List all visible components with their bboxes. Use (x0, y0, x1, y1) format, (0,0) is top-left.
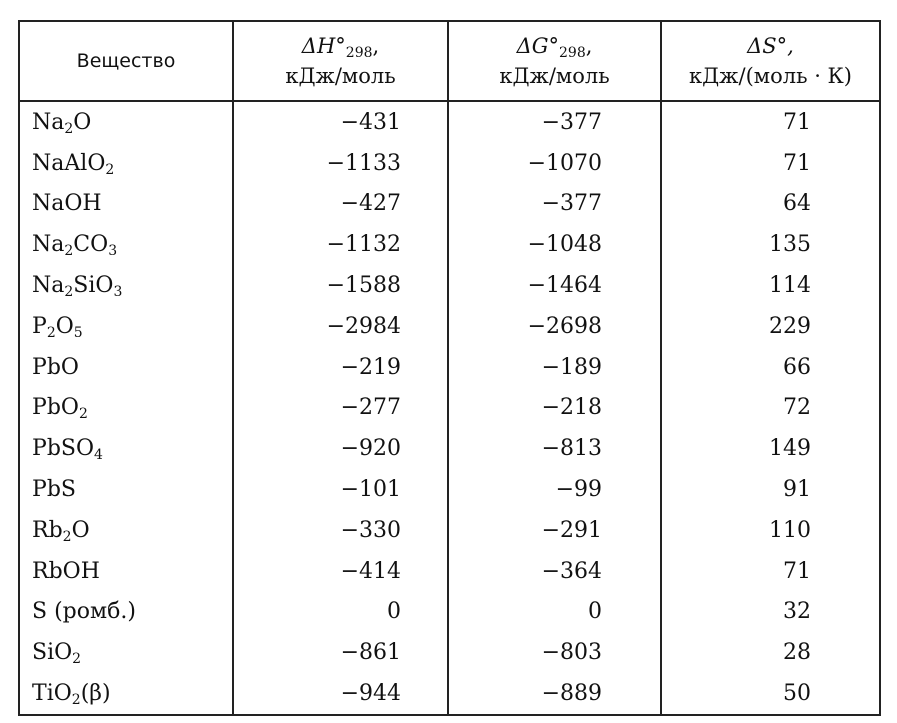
substance-cell: TiO$_2$(β) (19, 673, 233, 715)
gibbs-cell: −291 (448, 510, 661, 551)
substance-cell: SiO$_2$ (19, 632, 233, 673)
enthalpy-cell: −2984 (233, 306, 448, 347)
gibbs-cell: −1464 (448, 265, 661, 306)
substance-cell: $Rb_2O$ (19, 510, 233, 551)
substance-cell: $Na_2O$ (19, 101, 233, 143)
enthalpy-cell: −920 (233, 428, 448, 469)
gibbs-cell: −377 (448, 184, 661, 225)
header-gibbs: $\Delta G^\circ_{298}$, кДж/моль (448, 21, 661, 101)
table-header-row (19, 21, 880, 101)
gibbs-cell: −189 (448, 347, 661, 388)
thermodynamic-table (18, 20, 881, 716)
enthalpy-cell: −414 (233, 551, 448, 592)
substance-cell: $Na_2SiO_3$ (19, 265, 233, 306)
gibbs-cell: −813 (448, 428, 661, 469)
gibbs-cell: −1048 (448, 224, 661, 265)
substance-cell: $Na_2CO_3$ (19, 224, 233, 265)
table-row (19, 347, 880, 388)
entropy-cell: 64 (661, 184, 880, 225)
enthalpy-cell: −431 (233, 101, 448, 143)
table-row (19, 673, 880, 715)
entropy-cell: 71 (661, 143, 880, 184)
table-row (19, 469, 880, 510)
table-row (19, 143, 880, 184)
substance-cell: $P_2O_5$ (19, 306, 233, 347)
table-row (19, 265, 880, 306)
gibbs-cell: −2698 (448, 306, 661, 347)
entropy-cell: 50 (661, 673, 880, 715)
gibbs-cell: −377 (448, 101, 661, 143)
entropy-cell: 28 (661, 632, 880, 673)
entropy-cell: 91 (661, 469, 880, 510)
table-row (19, 510, 880, 551)
enthalpy-cell: −944 (233, 673, 448, 715)
substance-cell: NaOH (19, 184, 233, 225)
enthalpy-cell: −427 (233, 184, 448, 225)
entropy-cell: 110 (661, 510, 880, 551)
table-row (19, 306, 880, 347)
substance-cell: PbSO$_4$ (19, 428, 233, 469)
substance-cell: PbO (19, 347, 233, 388)
gibbs-cell: −803 (448, 632, 661, 673)
table-row (19, 551, 880, 592)
header-gibbs-subscript: 298 (559, 45, 586, 61)
gibbs-cell: 0 (448, 592, 661, 633)
header-gibbs-unit: кДж/моль (499, 64, 610, 88)
entropy-cell: 135 (661, 224, 880, 265)
header-gibbs-symbol: ΔG° (516, 34, 560, 58)
table-row (19, 101, 880, 143)
enthalpy-cell: −861 (233, 632, 448, 673)
table-row (19, 184, 880, 225)
entropy-cell: 114 (661, 265, 880, 306)
enthalpy-cell: −1133 (233, 143, 448, 184)
gibbs-cell: −99 (448, 469, 661, 510)
entropy-cell: 32 (661, 592, 880, 633)
substance-cell: PbO$_2$ (19, 388, 233, 429)
substance-cell: S (ромб.) (19, 592, 233, 633)
entropy-cell: 71 (661, 551, 880, 592)
enthalpy-cell: 0 (233, 592, 448, 633)
substance-cell: PbS (19, 469, 233, 510)
enthalpy-cell: −101 (233, 469, 448, 510)
enthalpy-cell: −219 (233, 347, 448, 388)
table-body (19, 101, 880, 715)
table-row (19, 388, 880, 429)
header-substance-label: Вещество (76, 50, 176, 72)
table-row (19, 592, 880, 633)
entropy-cell: 149 (661, 428, 880, 469)
substance-cell: RbOH (19, 551, 233, 592)
gibbs-cell: −364 (448, 551, 661, 592)
table-row (19, 428, 880, 469)
entropy-cell: 72 (661, 388, 880, 429)
header-enthalpy-subscript: 298 (345, 45, 373, 61)
substance-cell: NaAlO$_2$ (19, 143, 233, 184)
table-row (19, 224, 880, 265)
table-row (19, 632, 880, 673)
enthalpy-cell: −1132 (233, 224, 448, 265)
header-entropy (661, 21, 880, 101)
gibbs-cell: −1070 (448, 143, 661, 184)
entropy-cell: 229 (661, 306, 880, 347)
gibbs-cell: −889 (448, 673, 661, 715)
header-enthalpy: $\Delta H^\circ_{298}$, кДж/моль (233, 21, 448, 101)
entropy-cell: 71 (661, 101, 880, 143)
header-substance (19, 21, 233, 101)
header-entropy-unit: кДж/(моль · К) (688, 64, 852, 88)
gibbs-cell: −218 (448, 388, 661, 429)
enthalpy-cell: −330 (233, 510, 448, 551)
header-enthalpy-unit: кДж/моль (285, 64, 396, 88)
enthalpy-cell: −1588 (233, 265, 448, 306)
entropy-cell: 66 (661, 347, 880, 388)
header-entropy-symbol: ΔS°, (747, 34, 794, 58)
header-enthalpy-symbol: ΔH° (301, 34, 346, 58)
enthalpy-cell: −277 (233, 388, 448, 429)
